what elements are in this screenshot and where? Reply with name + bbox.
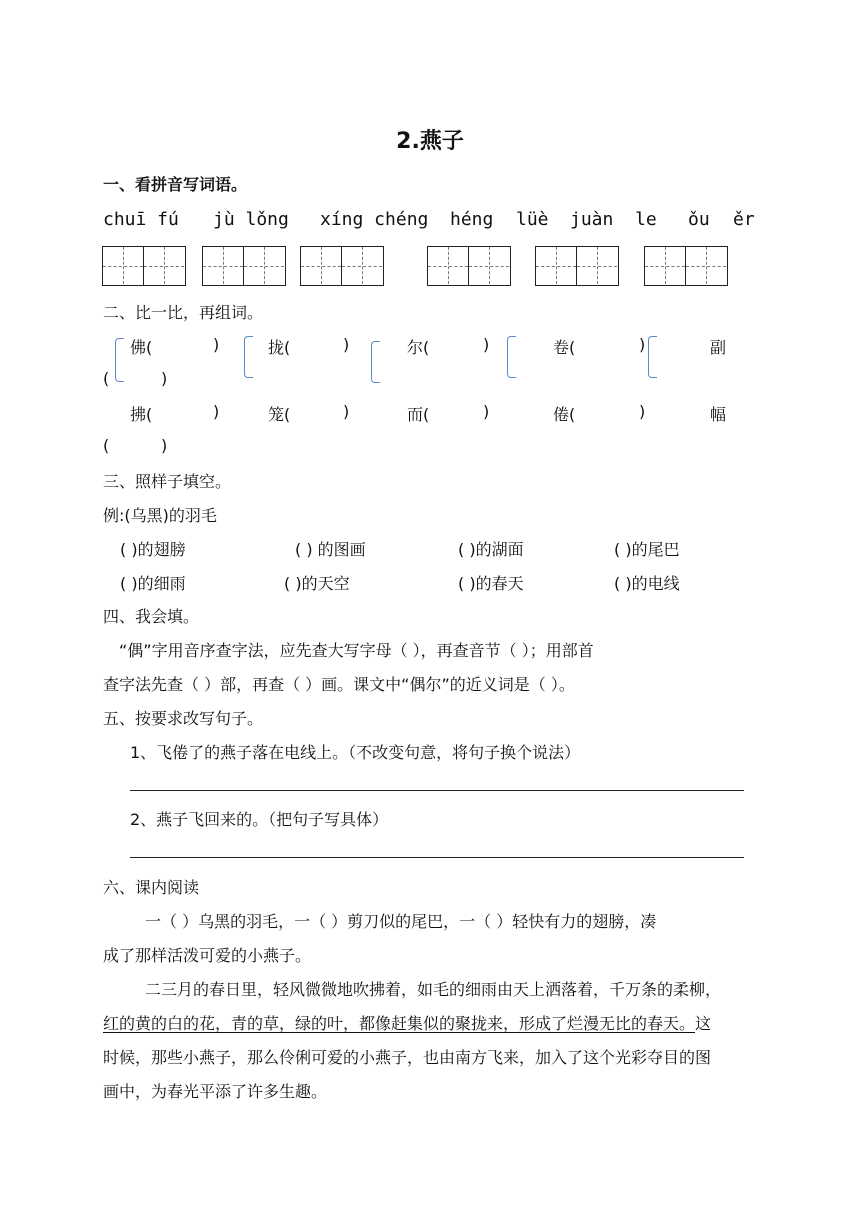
- brace-3: [371, 341, 380, 383]
- compare-word-2b: 笼(: [268, 405, 291, 424]
- compare-word-3a: 尔(: [407, 338, 430, 357]
- reading-p1-line-1: 一（ ）乌黑的羽毛，一（ ）剪刀似的尾巴，一（ ）轻快有力的翅膀，凑: [145, 912, 657, 931]
- brace-2: [244, 336, 253, 378]
- fill-item-4: ( )的尾巴: [614, 540, 680, 559]
- answer-line-2[interactable]: [130, 857, 744, 858]
- fill-item-3: ( )的湖面: [458, 540, 524, 559]
- paren-close: ): [213, 335, 220, 354]
- pinyin-4: héng: [450, 209, 494, 230]
- reading-p1-line-2: 成了那样活泼可爱的小燕子。: [103, 946, 312, 965]
- compare-word-4b: 倦(: [553, 405, 576, 424]
- writing-grid-4[interactable]: [427, 246, 511, 286]
- fill-item-7: ( )的春天: [458, 574, 524, 593]
- page-title: 2.燕子: [396, 129, 464, 154]
- rewrite-question-2: 2、燕子飞回来的。（把句子写具体）: [130, 810, 389, 829]
- reading-p2-line-2: [103, 1011, 711, 1034]
- pinyin-2: jù lǒng: [213, 209, 289, 230]
- fill-item-5: ( )的细雨: [120, 574, 186, 593]
- section-1-heading: 一、看拼音写词语。: [103, 175, 248, 194]
- answer-line-1[interactable]: [130, 790, 744, 791]
- compare-word-1b: 拂(: [130, 405, 153, 424]
- section-4-heading: 四、我会填。: [103, 607, 200, 626]
- compare-word-4a: 卷(: [553, 338, 576, 357]
- compare-word-1a: 佛(: [130, 338, 153, 357]
- reading-p2-line-3: 时候，那些小燕子，那么伶俐可爱的小燕子，也由南方飞来，加入了这个光彩夺目的图: [103, 1048, 712, 1067]
- underlined-sentence: 红的黄的白的花，青的草，绿的叶，都像赶集似的聚拢来，形成了烂漫无比的春天。: [103, 1014, 696, 1033]
- rewrite-question-1: 1、飞倦了的燕子落在电线上。（不改变句意，将句子换个说法）: [130, 743, 581, 762]
- paren-open: (: [103, 369, 110, 388]
- example-line: 例:(乌黑)的羽毛: [103, 506, 217, 525]
- section-4-line-2: 查字法先查（ ）部，再查（ ）画。课文中“偶尔”的近义词是（ ）。: [103, 675, 575, 694]
- section-4-line-1: “偶”字用音序查字法，应先查大写字母（ ），再查音节（ ）；用部首: [119, 641, 594, 660]
- line-tail: 这: [695, 1014, 712, 1033]
- brace-5: [648, 336, 657, 378]
- compare-word-5b: 幅: [710, 405, 727, 424]
- pinyin-9: ěr: [733, 209, 755, 230]
- section-6-heading: 六、课内阅读: [103, 878, 200, 897]
- writing-grid-3[interactable]: [300, 246, 384, 286]
- writing-grid-2[interactable]: [202, 246, 286, 286]
- brace-4: [507, 336, 516, 378]
- writing-grid-5[interactable]: [535, 246, 619, 286]
- reading-p2-line-1: 二三月的春日里，轻风微微地吹拂着，如毛的细雨由天上洒落着，千万条的柔柳，: [145, 980, 722, 999]
- pinyin-1: chuī fú: [103, 209, 179, 230]
- compare-word-3b: 而(: [407, 405, 430, 424]
- section-3-heading: 三、照样子填空。: [103, 472, 232, 491]
- fill-item-8: ( )的电线: [614, 574, 680, 593]
- compare-word-2a: 拢(: [268, 338, 291, 357]
- paren-close: ): [639, 402, 646, 421]
- paren-close: ): [483, 335, 490, 354]
- reading-p2-line-4: 画中，为春光平添了许多生趣。: [103, 1082, 328, 1101]
- section-2-heading: 二、比一比，再组词。: [103, 303, 264, 322]
- pinyin-8: ǒu: [688, 209, 710, 230]
- fill-item-6: ( )的天空: [284, 574, 350, 593]
- pinyin-6: juàn: [570, 209, 614, 230]
- paren-close: ): [343, 335, 350, 354]
- writing-grid-1[interactable]: [102, 246, 186, 286]
- section-5-heading: 五、按要求改写句子。: [103, 709, 264, 728]
- brace-1: [115, 338, 124, 382]
- pinyin-7: le: [635, 209, 657, 230]
- paren-close: ): [343, 402, 350, 421]
- paren-close: ): [483, 402, 490, 421]
- paren-close: ): [161, 369, 168, 388]
- fill-item-2: ( ) 的图画: [295, 540, 366, 559]
- paren-close: ): [161, 436, 168, 455]
- fill-item-1: ( )的翅膀: [120, 540, 186, 559]
- pinyin-5: lüè: [516, 209, 549, 230]
- paren-close: ): [639, 335, 646, 354]
- compare-word-5a: 副: [710, 338, 727, 357]
- paren-close: ): [213, 402, 220, 421]
- paren-open: (: [103, 436, 110, 455]
- writing-grid-6[interactable]: [644, 246, 728, 286]
- pinyin-3: xíng chéng: [320, 209, 429, 230]
